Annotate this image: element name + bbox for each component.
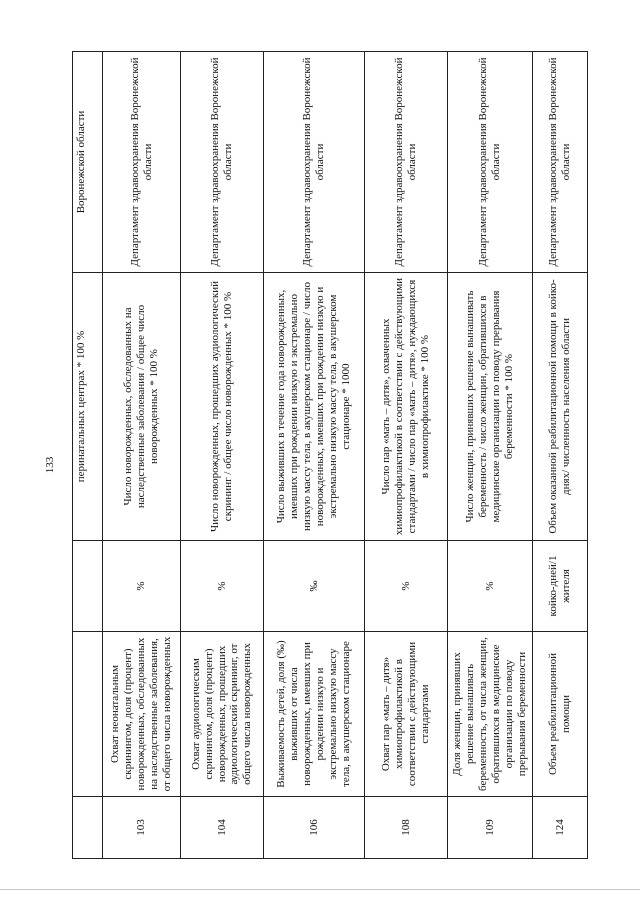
cell-formula: Число новорожденных, прошедших аудиологический скрининг / общее число новорожденных * 100 % xyxy=(181,273,264,541)
table-row xyxy=(448,52,533,859)
cell-number: 109 xyxy=(448,797,533,859)
table-row xyxy=(264,52,365,859)
page-bottom-divider xyxy=(0,889,640,890)
cell-source: Департамент здравоохранения Воронежской области xyxy=(103,52,181,273)
table-row xyxy=(103,52,181,859)
cell-formula: Число новорожденных, обследованных на наследственные заболевания / общее число новорожденных * 100 % xyxy=(103,273,181,541)
cell-formula: Число выживших в течение года новорожденных, имевших при рождении низкую и экстремально низкую массу тела, в акушерском стационаре / число новорожденных, имевших при рождении низкую и экстремально низкую массу тела, в акушерском стационаре * 1000 xyxy=(264,273,365,541)
cell-indicator-name: Объем реабилитационной помощи xyxy=(533,632,588,797)
cell-unit: % xyxy=(448,541,533,632)
cell-formula: Число женщин, принявших решение вынашивать беременность / число женщин, обратившихся в медицинские организации по поводу прерывания беременности * 100 % xyxy=(448,273,533,541)
cell-number: 108 xyxy=(365,797,448,859)
cell-source: Воронежской области xyxy=(73,52,103,273)
cell-formula: Объем оказанной реабилитационной помощи в койко-днях/ численность населения области xyxy=(533,273,588,541)
cell-indicator-name: Доля женщин, принявших решение вынашивать беременность, от числа женщин, обратившихся в медицинские организации по поводу прерывания беременности xyxy=(448,632,533,797)
cell-number: 104 xyxy=(181,797,264,859)
cell-number: 103 xyxy=(103,797,181,859)
page-number: 133 xyxy=(44,456,56,474)
cell-source: Департамент здравоохранения Воронежской области xyxy=(448,52,533,273)
cell-indicator-name: Охват аудиологическим скринингом, доля (процент) новорожденных, прошедших аудиологический скрининг, от общего числа новорожденных xyxy=(181,632,264,797)
cell-empty xyxy=(73,632,103,797)
cell-number: 124 xyxy=(533,797,588,859)
cell-unit: % xyxy=(365,541,448,632)
indicators-table-rotated xyxy=(72,52,587,859)
cell-indicator-name: Охват неонатальным скринингом, доля (процент) новорожденных, обследованных на наследственные заболевания, от общего числа новорожденных xyxy=(103,632,181,797)
cell-unit: % xyxy=(181,541,264,632)
cell-unit: ‰ xyxy=(264,541,365,632)
cell-indicator-name: Выживаемость детей, доля (‰) выживших от числа новорожденных, имевших при рождении низкую и экстремально низкую массу тела, в акушерском стационаре xyxy=(264,632,365,797)
cell-source: Департамент здравоохранения Воронежской области xyxy=(264,52,365,273)
table-row xyxy=(181,52,264,859)
cell-unit: % xyxy=(103,541,181,632)
cell-indicator-name: Охват пар «мать – дитя» химиопрофилактикой в соответствии с действующими стандартами xyxy=(365,632,448,797)
cell-formula: перинатальных центрах * 100 % xyxy=(73,273,103,541)
cell-unit: койко-дней/1 жителя xyxy=(533,541,588,632)
cell-number: 106 xyxy=(264,797,365,859)
cell-empty xyxy=(73,541,103,632)
cell-source: Департамент здравоохранения Воронежской области xyxy=(365,52,448,273)
table-row-continuation xyxy=(73,52,103,859)
table-row xyxy=(365,52,448,859)
table-row xyxy=(533,52,588,859)
cell-empty xyxy=(73,797,103,859)
indicators-table xyxy=(72,51,588,859)
cell-formula: Число пар «мать – дитя», охваченных химиопрофилактикой в соответствии с действующими стандартами / число пар «мать – дитя», нуждающихся в химиопрофилактике * 100 % xyxy=(365,273,448,541)
cell-source: Департамент здравоохранения Воронежской области xyxy=(533,52,588,273)
cell-source: Департамент здравоохранения Воронежской области xyxy=(181,52,264,273)
